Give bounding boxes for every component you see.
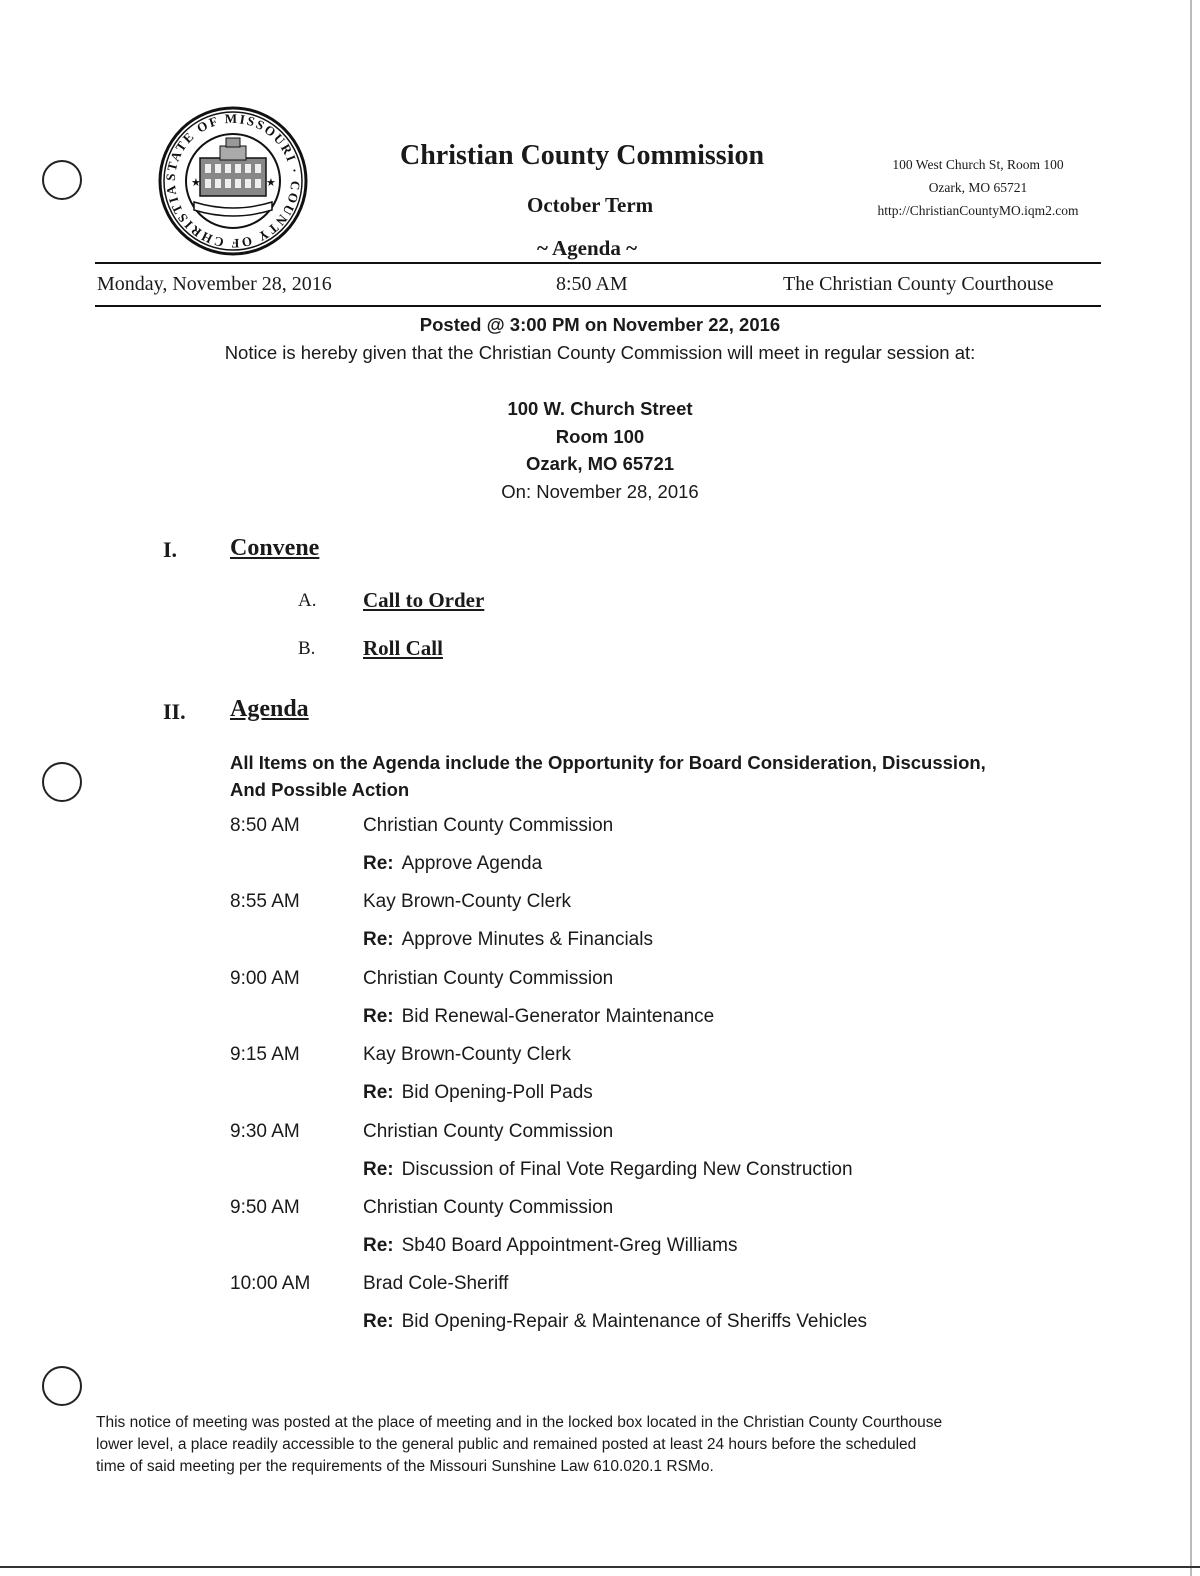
item-call-to-order: Call to Order xyxy=(363,588,485,612)
re-label: Re: xyxy=(363,853,394,874)
address-block xyxy=(856,153,1100,222)
item-letter-a: A. xyxy=(298,590,317,611)
re-label: Re: xyxy=(363,1082,394,1103)
re-label: Re: xyxy=(363,1159,394,1180)
re-label: Re: xyxy=(363,1311,394,1332)
address-line-street: 100 West Church St, Room 100 xyxy=(892,157,1064,172)
meeting-place: The Christian County Courthouse xyxy=(783,273,1054,295)
re-label: Re: xyxy=(363,1235,394,1256)
agenda-item-presenter: Brad Cole-Sheriff xyxy=(363,1273,509,1294)
binder-hole-bottom xyxy=(42,1366,82,1406)
agenda-item-presenter: Christian County Commission xyxy=(363,1121,614,1142)
agenda-item-time: 9:30 AM xyxy=(230,1121,300,1142)
agenda-item-presenter: Christian County Commission xyxy=(363,815,614,836)
address-line-url: http://ChristianCountyMO.iqm2.com xyxy=(877,203,1079,218)
location-street: 100 W. Church Street xyxy=(507,398,693,419)
agenda-item-subject xyxy=(363,853,542,875)
agenda-heading: ~ Agenda ~ xyxy=(537,236,638,260)
agenda-item-subject xyxy=(363,1082,593,1104)
bottom-rule xyxy=(95,305,1101,307)
sunshine-law-footer xyxy=(96,1412,1036,1478)
address-line-city: Ozark, MO 65721 xyxy=(928,180,1028,195)
agenda-intro-line2: And Possible Action xyxy=(230,779,410,800)
meeting-time: 8:50 AM xyxy=(556,273,628,295)
item-letter-b: B. xyxy=(298,638,316,659)
agenda-intro-line1: All Items on the Agenda include the Opportunity for Board Consideration, Discussion, xyxy=(230,752,986,773)
term-label: October Term xyxy=(527,193,654,217)
agenda-intro xyxy=(230,749,1050,803)
agenda-item-presenter: Kay Brown-County Clerk xyxy=(363,1044,572,1065)
item-roll-call: Roll Call xyxy=(363,636,443,660)
agenda-item-time: 8:50 AM xyxy=(230,815,300,836)
binder-hole-top xyxy=(42,160,82,200)
agenda-item-subject xyxy=(363,929,653,951)
agenda-item-subject xyxy=(363,1159,853,1181)
agenda-item-presenter: Kay Brown-County Clerk xyxy=(363,891,572,912)
county-seal-graphic xyxy=(158,106,308,256)
county-seal xyxy=(158,106,308,256)
agenda-item-time: 9:15 AM xyxy=(230,1044,300,1065)
agenda-item-presenter: Christian County Commission xyxy=(363,968,614,989)
agenda-item-subject-text: Bid Renewal-Generator Maintenance xyxy=(401,1006,715,1027)
location-date: On: November 28, 2016 xyxy=(501,480,699,502)
agenda-item-presenter: Christian County Commission xyxy=(363,1197,614,1218)
seal-ring-text: STATE OF MISSOURI · COUNTY OF CHRISTIA xyxy=(162,110,304,252)
section-title-convene: Convene xyxy=(230,535,320,561)
agenda-item-subject-text: Bid Opening-Poll Pads xyxy=(401,1082,593,1103)
scan-edge-mark xyxy=(1190,0,1192,1576)
section-number-convene: I. xyxy=(163,537,178,562)
re-label: Re: xyxy=(363,929,394,950)
agenda-item-subject xyxy=(363,1311,867,1333)
agenda-item-time: 10:00 AM xyxy=(230,1273,311,1294)
agenda-item-subject xyxy=(363,1006,714,1028)
location-city: Ozark, MO 65721 xyxy=(525,453,675,474)
section-number-agenda: II. xyxy=(163,699,186,724)
top-rule xyxy=(95,262,1101,264)
meeting-date: Monday, November 28, 2016 xyxy=(97,273,332,295)
agenda-item-subject-text: Approve Minutes & Financials xyxy=(401,929,653,950)
section-title-agenda: Agenda xyxy=(230,696,309,722)
location-room: Room 100 xyxy=(555,425,645,447)
footer-line2: lower level, a place readily accessible to the general public and remained posted at least 24 hours before the scheduled xyxy=(96,1436,917,1453)
svg-text:★: ★ xyxy=(266,177,276,189)
agenda-item-time: 8:55 AM xyxy=(230,891,300,912)
agenda-item-subject-text: Sb40 Board Appointment-Greg Williams xyxy=(401,1235,738,1256)
footer-line1: This notice of meeting was posted at the place of meeting and in the locked box located in the Christian County Courthouse xyxy=(96,1414,943,1431)
agenda-item-time: 9:00 AM xyxy=(230,968,300,989)
footer-line3: time of said meeting per the requirements of the Missouri Sunshine Law 610.020.1 RSMo. xyxy=(96,1458,714,1475)
posted-notice: Posted @ 3:00 PM on November 22, 2016 xyxy=(419,314,781,335)
agenda-item-subject-text: Bid Opening-Repair & Maintenance of Sheriffs Vehicles xyxy=(401,1311,868,1332)
agenda-item-subject-text: Approve Agenda xyxy=(401,853,543,874)
agenda-item-subject xyxy=(363,1235,737,1257)
meeting-location xyxy=(0,395,1200,505)
notice-text: Notice is hereby given that the Christian County Commission will meet in regular session at: xyxy=(224,342,976,363)
agenda-item-time: 9:50 AM xyxy=(230,1197,300,1218)
svg-text:★: ★ xyxy=(191,177,201,189)
agenda-item-subject-text: Discussion of Final Vote Regarding New Construction xyxy=(401,1159,853,1180)
scan-bottom-edge xyxy=(0,1566,1200,1568)
commission-title: Christian County Commission xyxy=(400,140,765,171)
re-label: Re: xyxy=(363,1006,394,1027)
binder-hole-middle xyxy=(42,762,82,802)
